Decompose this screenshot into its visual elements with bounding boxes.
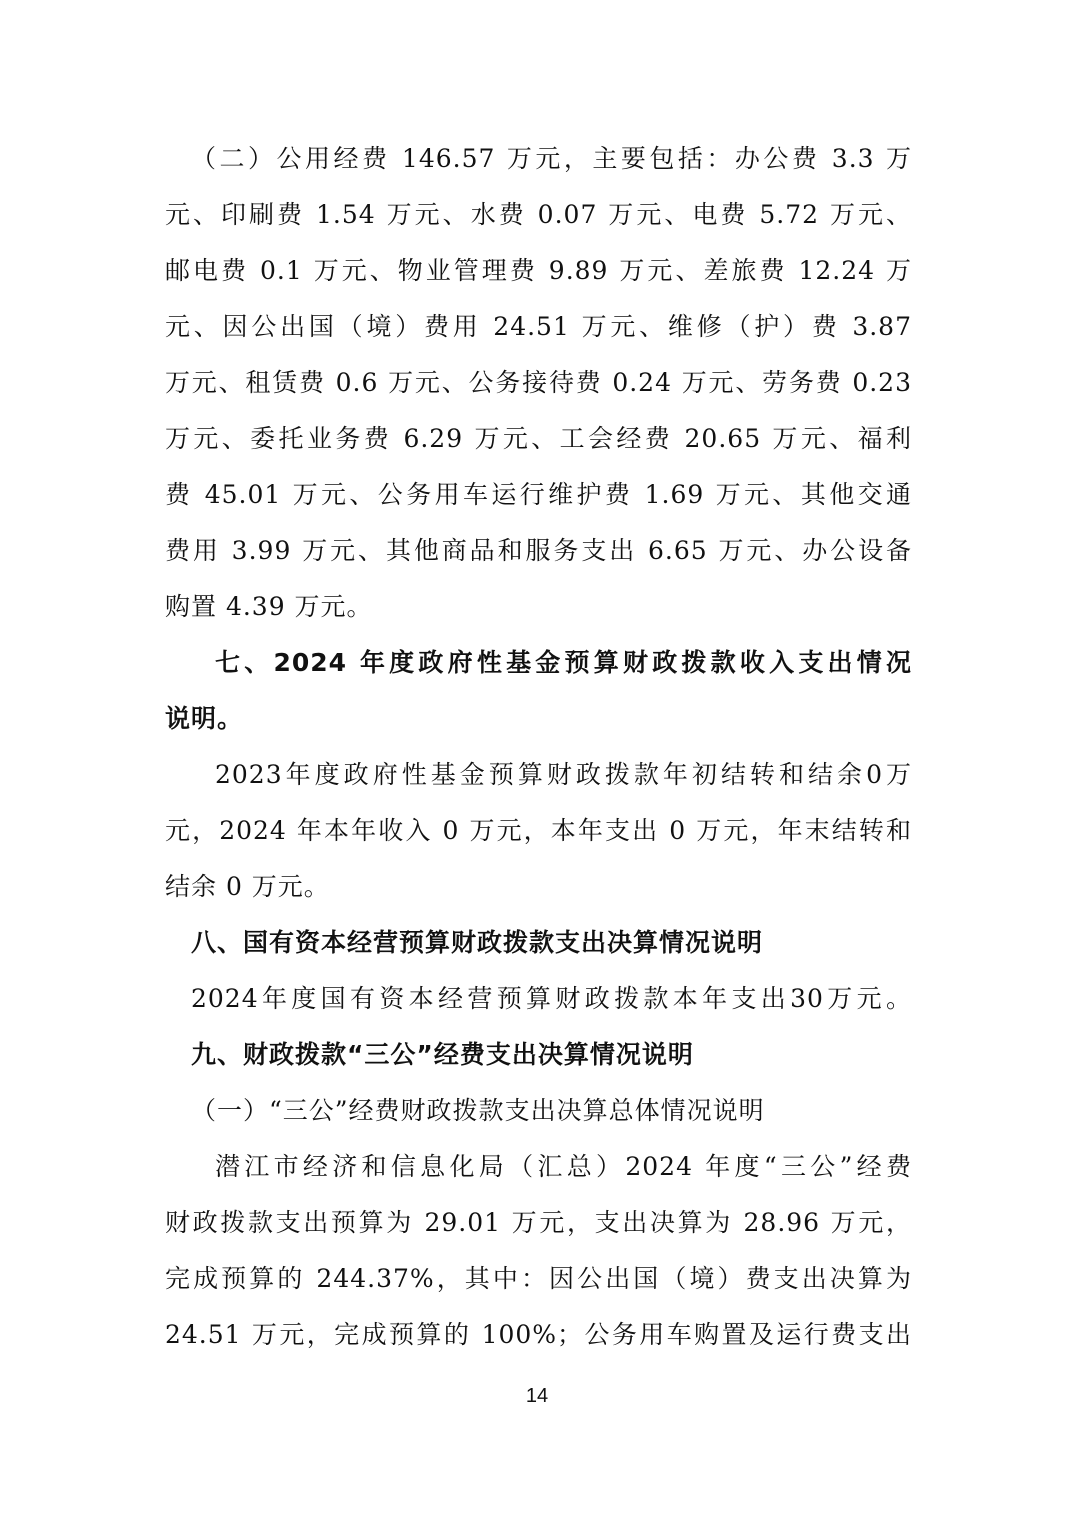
text-line: 万元、委托业务费 6.29 万元、工会经费 20.65 万元、福利 (165, 424, 912, 453)
paragraph-three-public (165, 1139, 912, 1363)
paragraph-fund-budget (165, 747, 912, 915)
text-line: 万元、租赁费 0.6 万元、公务接待费 0.24 万元、劳务费 0.23 (165, 368, 912, 397)
document-body (165, 131, 912, 1363)
section-heading-8: 八、国有资本经营预算财政拨款支出决算情况说明 (191, 928, 764, 957)
text-line: 2023年度政府性基金预算财政拨款年初结转和结余0万 (215, 760, 912, 789)
text-line: 24.51 万元，完成预算的 100%；公务用车购置及运行费支出 (165, 1320, 912, 1349)
text-line: 元、印刷费 1.54 万元、水费 0.07 万元、电费 5.72 万元、 (165, 200, 912, 229)
text-line: 元、因公出国（境）费用 24.51 万元、维修（护）费 3.87 (165, 312, 912, 341)
paragraph-public-expense (165, 131, 912, 635)
text-line: 费 45.01 万元、公务用车运行维护费 1.69 万元、其他交通 (165, 480, 912, 509)
text-line: 结余 0 万元。 (165, 872, 330, 901)
section-heading-9: 九、财政拨款“三公”经费支出决算情况说明 (191, 1040, 694, 1069)
heading-line: 说明。 (165, 704, 244, 733)
text-line: 元，2024 年本年收入 0 万元，本年支出 0 万元，年末结转和 (165, 816, 912, 845)
text-line: （二）公用经费 146.57 万元，主要包括：办公费 3.3 万 (191, 144, 912, 173)
text-line: 邮电费 0.1 万元、物业管理费 9.89 万元、差旅费 12.24 万 (165, 256, 912, 285)
subheading-9-1: （一）“三公”经费财政拨款支出决算总体情况说明 (191, 1096, 765, 1125)
section-heading-7 (165, 635, 912, 747)
page-number: 14 (525, 1385, 549, 1407)
text-line: 潜江市经济和信息化局（汇总）2024 年度“三公”经费 (215, 1152, 912, 1181)
paragraph-state-capital: 2024年度国有资本经营预算财政拨款本年支出30万元。 (191, 984, 912, 1013)
text-line: 财政拨款支出预算为 29.01 万元，支出决算为 28.96 万元， (165, 1208, 912, 1237)
text-line: 完成预算的 244.37%，其中：因公出国（境）费支出决算为 (165, 1264, 912, 1293)
heading-line: 七、2024 年度政府性基金预算财政拨款收入支出情况 (215, 648, 912, 677)
text-line: 费用 3.99 万元、其他商品和服务支出 6.65 万元、办公设备 (165, 536, 912, 565)
text-line: 购置 4.39 万元。 (165, 592, 373, 621)
